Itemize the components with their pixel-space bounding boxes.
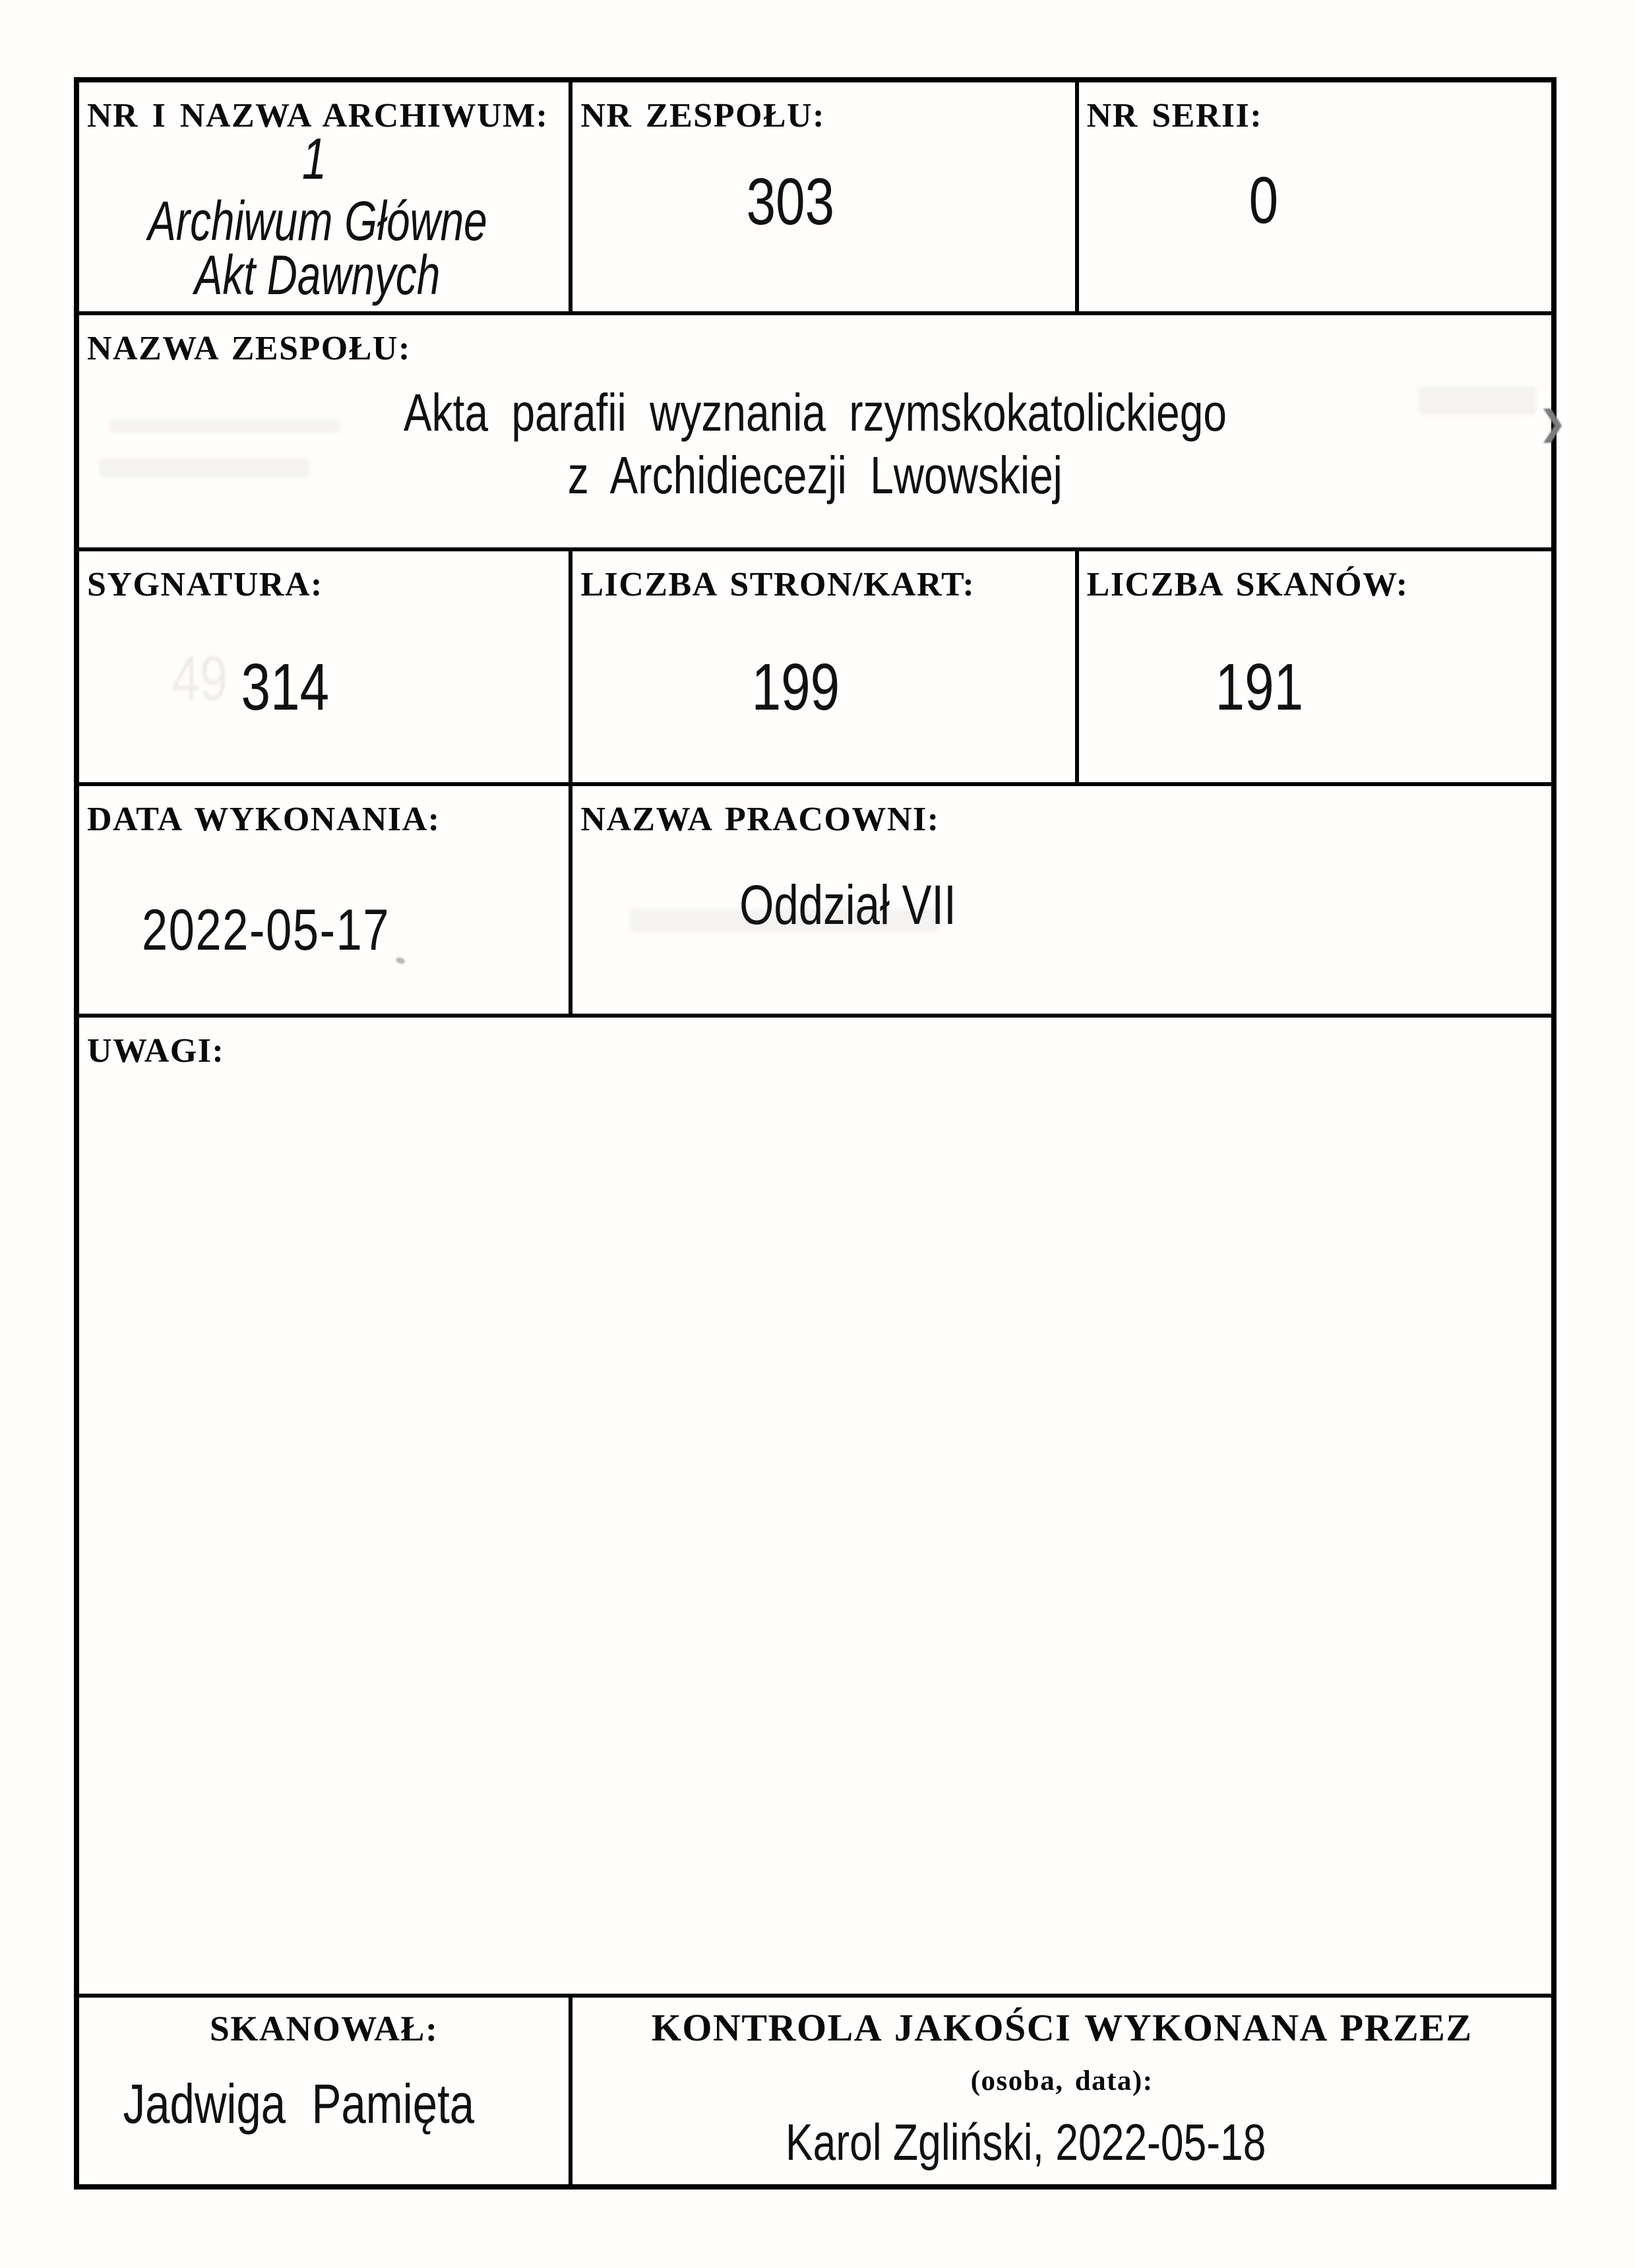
cell-remarks (79, 1018, 1551, 1994)
quality-control-value: Karol Zgliński, 2022-05-18 (785, 2113, 1266, 2171)
fonds-name-line2: z Archidiecezji Lwowskiej (567, 446, 1063, 505)
workshop-label: NAZWA PRACOWNI: (580, 801, 940, 838)
quality-control-sublabel: (osoba, data): (970, 2066, 1154, 2097)
cell-workshop (572, 786, 1551, 1014)
cell-fonds-name (79, 315, 1551, 547)
cell-quality-control (572, 1998, 1551, 2186)
signature-value: 314 (241, 650, 329, 724)
scans-count-label: LICZBA SKANÓW: (1086, 566, 1409, 603)
scans-count-value: 191 (1216, 650, 1304, 724)
row-signature-pages-scans (79, 551, 1551, 786)
cell-signature (79, 551, 572, 782)
row-archive-fonds-series (79, 82, 1551, 315)
cell-fonds-number (572, 82, 1078, 311)
execution-date-label: DATA WYKONANIA: (87, 801, 441, 838)
archive-name-line1: Archiwum Główne (147, 190, 487, 252)
fonds-number-value: 303 (746, 165, 834, 239)
archive-label: NR I NAZWA ARCHIWUM: (87, 97, 549, 135)
row-remarks (79, 1018, 1551, 1998)
fonds-name-line1: Akta parafii wyznania rzymskokatolickiego (404, 383, 1227, 442)
signature-label: SYGNATURA: (87, 566, 323, 603)
series-number-value: 0 (1249, 164, 1279, 237)
execution-date-value: 2022-05-17 (142, 897, 390, 962)
remarks-label: UWAGI: (87, 1032, 225, 1070)
row-fonds-name (79, 315, 1551, 551)
cell-scanned-by (79, 1998, 572, 2186)
fonds-number-label: NR ZESPOŁU: (580, 97, 825, 135)
scanned-by-label: SKANOWAŁ: (209, 2009, 439, 2048)
cell-series-number (1079, 82, 1551, 311)
cell-scans-count (1079, 551, 1551, 782)
workshop-value: Oddział VII (739, 874, 956, 936)
pages-count-label: LICZBA STRON/KART: (580, 566, 975, 603)
archive-name-line2: Akt Dawnych (194, 244, 441, 306)
fonds-name-label: NAZWA ZESPOŁU: (87, 330, 411, 367)
quality-control-label: KONTROLA JAKOŚCI WYKONANA PRZEZ (651, 2006, 1473, 2049)
cell-pages-count (572, 551, 1078, 782)
archive-metadata-table (74, 77, 1557, 2190)
cell-archive (79, 82, 572, 311)
scanned-by-value: Jadwiga Pamięta (123, 2073, 475, 2135)
cell-execution-date (79, 786, 572, 1014)
row-date-workshop (79, 786, 1551, 1018)
pages-count-value: 199 (751, 650, 840, 724)
row-scanned-qc (79, 1998, 1551, 2186)
fonds-name-value (79, 381, 1551, 506)
archive-number-value: 1 (301, 126, 326, 191)
series-number-label: NR SERII: (1086, 97, 1263, 135)
